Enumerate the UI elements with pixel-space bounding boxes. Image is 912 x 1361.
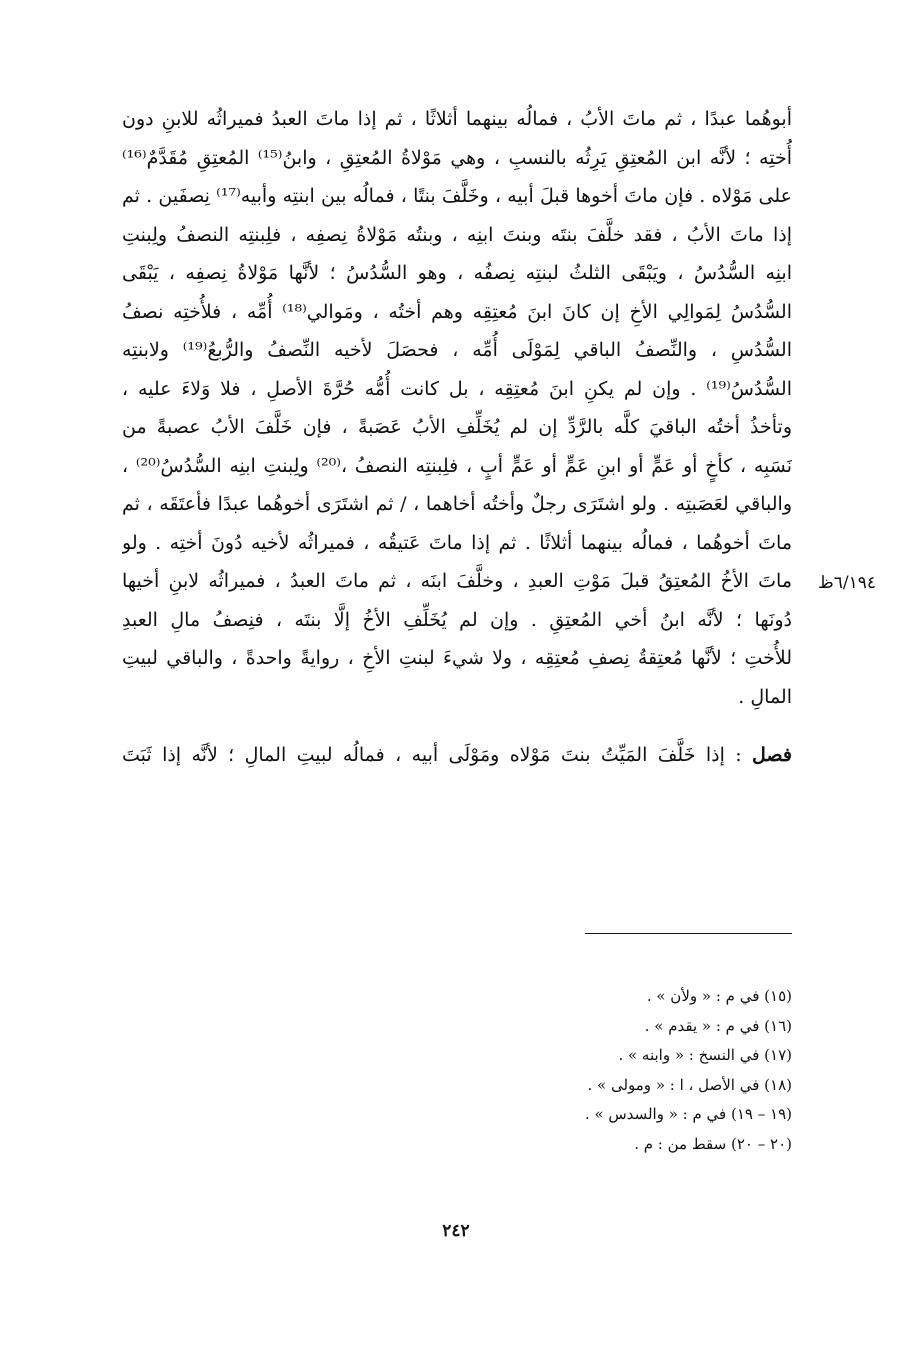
footnote: (٢٠ – ٢٠) سقط من : م .: [634, 1134, 792, 1153]
paragraph-gap: [122, 716, 792, 736]
text-line: دُونَها ؛ لأنَّه ابنُ أخي المُعتِقِ . وإن لم يُخَلِّفِ الأخُ إلَّا بنتَه ، فنِصفُ مالِ العبدِ: [122, 608, 792, 631]
text-line: ماتَ الأخُ المُعتِقُ قبلَ مَوْتِ العبدِ ، وخلَّفَ ابنَه ، ثم ماتَ العبدُ ، فميراثُه لابنِ أخيها: [122, 570, 792, 592]
text-line: إذا ماتَ الأبُ ، فقد خلَّفَ بنتَه وبنتَ ابنِه ، وبنتُه مَوْلاةُ نِصفِه ، فلِبنتِه النصفُ ولِبنتِ: [122, 223, 792, 246]
text-line: أبوهُما عبدًا ، ثم ماتَ الأبُ ، فمالُه بينهما أثلاثًا ، ثم إذا ماتَ العبدُ فميراثُه للابنِ دون: [122, 108, 792, 130]
text-line: نَسَبِه ، كأخٍ أو عَمٍّ أو ابنِ عَمٍّ أو عَمٍّ أبٍ ، فلِبنتِه النصفُ ،⁽²⁰⁾ ولِبنتِ ابنِه السُّدُسُ⁽²⁰⁾ ،: [122, 454, 792, 477]
folio-margin-note: ٦/١٩٤ظ: [818, 573, 876, 593]
text-line: للأُختِ ؛ لأنَّها مُعتِقةُ نِصفِ مُعتِقِه ، ولا شيءَ لبنتِ الأخِ ، روايةً واحدةً ، والباقي لبيتِ: [122, 647, 792, 669]
main-text: [122, 100, 792, 775]
text-line: ابنِه السُّدُسُ ، ويَبْقَى الثلثُ لبنتِه نِصفُه ، وهو السُّدُسُ ؛ لأنَّها مَوْلاةُ نِصفِه ، يَبْقَى: [122, 262, 792, 284]
text-line: السُّدُسِ ، والنِّصفُ الباقي لِمَوْلَى أُمِّه ، فحصَلَ لأخيه النِّصفُ والرُّبعُ⁽¹⁹⁾ ولابنتِه: [122, 339, 792, 361]
text-line: أُختِه ؛ لأنَّه ابن المُعتِقِ يَرِثُه بالنسبِ ، وهي مَوْلاةُ المُعتِقِ ، وابنُ⁽¹⁵⁾ المُعتِقِ مُقَدَّمٌ⁽¹⁶⁾: [122, 146, 792, 169]
text-line: ماتَ أخوهُما ، فمالُه بينهما أثلاثًا . ثم إذا ماتَ عَتيقُه ، فميراثُه لأخيه دُونَ أختِه . ولو: [122, 531, 792, 554]
fasl-heading: فصل: [752, 744, 792, 766]
footnote: (١٥) في م : « ولأن » .: [646, 987, 792, 1005]
fasl-line: [122, 736, 792, 775]
fasl-text: : إذا خَلَّفَ المَيِّتُ بنتَ مَوْلاه ومَوْلَى أبيه ، فمالُه لبيتِ المالِ ؛ لأنَّه إذا ثَبَتَ: [122, 744, 742, 766]
text-line: السُّدُسُ لِمَوالِي الأخِ إن كانَ ابنَ مُعتِقِه وهم أختُه ، ومَوالي⁽¹⁸⁾ أُمِّه ، فلأُختِه نصفُ: [122, 300, 792, 323]
footnote: (١٧) في النسخ : « وابنه » .: [618, 1046, 792, 1064]
footnotes: [520, 982, 792, 1159]
page-number: ٢٤٢: [442, 1221, 470, 1241]
text-line: والباقي لعَصَبتِه . ولو اشتَرَى رجلٌ وأختُه أخاهما ، / ثم اشتَرَى أخوهُما عبدًا فأعتَقَه ، ثم: [122, 493, 792, 515]
footnote-divider: [585, 933, 792, 934]
text-line: على مَوْلاه . فإن ماتَ أخوها قبلَ أبيه ، وخَلَّفَ بنتًا ، فمالُه بين ابنتِه وأبيه⁽¹⁷⁾ نِصفَين . ثم: [122, 185, 792, 207]
footnote: (١٦) في م : « يقدم » .: [644, 1016, 792, 1035]
footnote: (١٩ – ١٩) في م : « والسدس » .: [584, 1105, 792, 1123]
text-line: المالِ .: [738, 685, 792, 708]
text-line: السُّدُسُ⁽¹⁹⁾ . وإن لم يكنِ ابنَ مُعتِقِه ، بل كانت أُمُّه حُرَّةَ الأصلِ ، فلا وَلاءَ عليه ،: [122, 377, 792, 400]
text-line: وتأخذُ أختُه الباقيَ كلَّه بالرَّدِّ إن لم يُخَلِّفِ الأبُ عَصَبةً ، فإن خَلَّفَ الأبُ عصبةً من: [122, 416, 792, 438]
footnote: (١٨) في الأصل ، ا : « ومولى » .: [587, 1075, 792, 1094]
